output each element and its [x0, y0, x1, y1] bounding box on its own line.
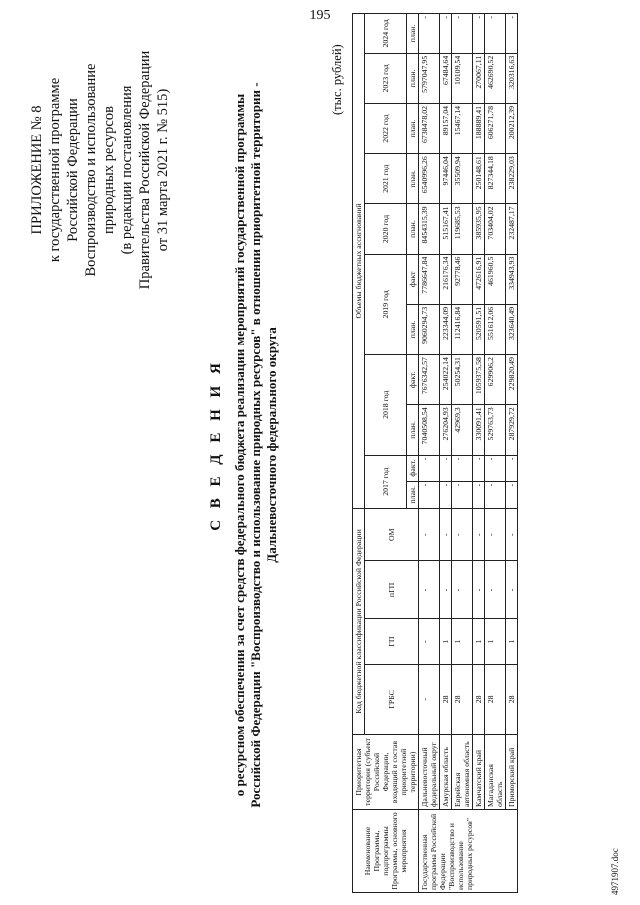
om-cell: -: [440, 508, 452, 561]
value-cell: 529763,73: [485, 405, 506, 455]
header-fact: факт: [407, 254, 419, 304]
grbs-cell: 28: [440, 664, 452, 734]
value-cell: 7786647,84: [419, 254, 440, 304]
value-cell: 461960,5: [485, 254, 506, 304]
appendix-line: природных ресурсов: [101, 106, 117, 234]
value-cell: 320316,63: [506, 53, 518, 103]
pgp-cell: -: [419, 561, 440, 619]
pgp-cell: -: [452, 561, 473, 619]
appendix-line: Воспроизводство и использование: [83, 63, 99, 277]
title-body: о ресурсном обеспечении за счет средств федерального бюджета реализации мероприятий государственной программы Российской Федерации "Воспроизводство и использование природных ресурсов" в отношении приоритетной территории - Дальневосточного федерального округа: [232, 82, 279, 808]
header-pgp: пГП: [365, 561, 419, 619]
pgp-cell: -: [506, 561, 518, 619]
header-plan: план.: [407, 204, 419, 254]
gp-cell: 1: [485, 619, 506, 664]
value-cell: 462690,52: [485, 53, 506, 103]
value-cell: 334943,93: [506, 254, 518, 304]
value-cell: 323640,49: [506, 304, 518, 354]
gp-cell: 1: [440, 619, 452, 664]
header-year-2023: 2023 год: [365, 53, 407, 103]
budget-table: [352, 13, 518, 893]
grbs-cell: 28: [485, 664, 506, 734]
value-cell: 1059375,58: [473, 355, 485, 405]
territory-cell: Амурская область: [440, 735, 452, 810]
table-row: [419, 14, 440, 893]
title-heading: С В Е Д Е Н И Я: [208, 359, 224, 531]
header-plan: план.: [407, 14, 419, 54]
value-cell: 515167,41: [440, 204, 452, 254]
file-code: 4971907.doc: [610, 848, 620, 895]
value-cell: 629906,2: [485, 355, 506, 405]
value-cell: 8454315,39: [419, 204, 440, 254]
header-om: ОМ: [365, 508, 419, 561]
appendix-line: Российской Федерации: [65, 98, 81, 242]
value-cell: 330091,41: [473, 405, 485, 455]
value-cell: -: [452, 455, 473, 481]
appendix-line: к государственной программе: [47, 77, 63, 263]
value-cell: 67484,64: [440, 53, 452, 103]
header-plan: план.: [407, 154, 419, 204]
header-year-2019: 2019 год: [365, 254, 407, 354]
gp-cell: 1: [452, 619, 473, 664]
value-cell: -: [473, 14, 485, 54]
om-cell: -: [452, 508, 473, 561]
pgp-cell: -: [473, 561, 485, 619]
value-cell: 270067,11: [473, 53, 485, 103]
pgp-cell: -: [440, 561, 452, 619]
header-plan: план.: [407, 405, 419, 455]
header-year-2024: 2024 год: [365, 14, 407, 54]
gp-cell: -: [419, 619, 440, 664]
value-cell: 238229,03: [506, 154, 518, 204]
header-plan: план.: [407, 481, 419, 508]
value-cell: 229820,49: [506, 355, 518, 405]
value-cell: -: [485, 455, 506, 481]
header-year-2018: 2018 год: [365, 355, 407, 455]
value-cell: 10109,54: [452, 53, 473, 103]
value-cell: -: [419, 14, 440, 54]
value-cell: 250148,61: [473, 154, 485, 204]
value-cell: -: [506, 455, 518, 481]
value-cell: 606271,78: [485, 103, 506, 153]
header-year-2022: 2022 год: [365, 103, 407, 153]
value-cell: -: [452, 481, 473, 508]
value-cell: 287929,72: [506, 405, 518, 455]
value-cell: 92778,46: [452, 254, 473, 304]
appendix-line: (в редакции постановления: [119, 85, 135, 255]
value-cell: 7040508,54: [419, 405, 440, 455]
value-cell: 6540996,26: [419, 154, 440, 204]
gp-cell: 1: [473, 619, 485, 664]
table-row: [440, 14, 452, 893]
value-cell: 188889,41: [473, 103, 485, 153]
value-cell: -: [452, 14, 473, 54]
value-cell: 42969,3: [452, 405, 473, 455]
value-cell: -: [440, 481, 452, 508]
value-cell: 112416,84: [452, 304, 473, 354]
value-cell: 520591,51: [473, 304, 485, 354]
territory-cell: Дальневосточный федеральный округ: [419, 735, 440, 810]
value-cell: -: [485, 481, 506, 508]
value-cell: 232487,17: [506, 204, 518, 254]
grbs-cell: -: [419, 664, 440, 734]
grbs-cell: 28: [452, 664, 473, 734]
table-row: [485, 14, 506, 893]
value-cell: 97446,04: [440, 154, 452, 204]
om-cell: -: [419, 508, 440, 561]
appendix-line: ПРИЛОЖЕНИЕ № 8: [29, 105, 45, 235]
header-fact: факт.: [407, 355, 419, 405]
value-cell: 50254,31: [452, 355, 473, 405]
grbs-cell: 28: [506, 664, 518, 734]
territory-cell: Камчатский край: [473, 735, 485, 810]
header-code: Код бюджетной классификации Российской Федерации: [353, 508, 365, 734]
value-cell: -: [473, 481, 485, 508]
appendix-block: [28, 35, 172, 305]
grbs-cell: 28: [473, 664, 485, 734]
header-plan: план.: [407, 304, 419, 354]
value-cell: 7676342,57: [419, 355, 440, 405]
value-cell: 703404,02: [485, 204, 506, 254]
table-row: [506, 14, 518, 893]
territory-cell: Приморский край: [506, 735, 518, 810]
value-cell: 827344,18: [485, 154, 506, 204]
header-territory: Приоритетная территория (субъект Российской Федерации, входящий в состав приоритетной территории): [353, 735, 419, 810]
table-row: [452, 14, 473, 893]
table-row: [473, 14, 485, 893]
document-title: [208, 75, 280, 815]
value-cell: -: [473, 455, 485, 481]
pgp-cell: -: [485, 561, 506, 619]
header-year-2020: 2020 год: [365, 204, 407, 254]
value-cell: -: [440, 14, 452, 54]
value-cell: -: [419, 455, 440, 481]
value-cell: 6738478,02: [419, 103, 440, 153]
header-year-2021: 2021 год: [365, 154, 407, 204]
value-cell: -: [506, 14, 518, 54]
om-cell: -: [485, 508, 506, 561]
header-grbs: ГРБС: [365, 664, 419, 734]
value-cell: 385935,95: [473, 204, 485, 254]
value-cell: 276204,93: [440, 405, 452, 455]
units-label: (тыс. рублей): [330, 44, 344, 115]
value-cell: 472616,91: [473, 254, 485, 304]
value-cell: 89157,04: [440, 103, 452, 153]
om-cell: -: [506, 508, 518, 561]
header-gp: ГП: [365, 619, 419, 664]
territory-cell: Магаданская область: [485, 735, 506, 810]
header-plan: план.: [407, 53, 419, 103]
header-fact: факт.: [407, 455, 419, 481]
value-cell: 200212,39: [506, 103, 518, 153]
value-cell: 551612,06: [485, 304, 506, 354]
header-name: Наименование Программы, подпрограммы Программы, основного мероприятия: [353, 810, 419, 893]
territory-cell: Еврейская автономная область: [452, 735, 473, 810]
header-year-2017: 2017 год: [365, 455, 407, 508]
value-cell: -: [506, 481, 518, 508]
page-number: 195: [309, 8, 331, 23]
value-cell: 5797047,95: [419, 53, 440, 103]
header-plan: план.: [407, 103, 419, 153]
value-cell: 223344,09: [440, 304, 452, 354]
header-volumes: Объемы бюджетных ассигнований: [353, 14, 365, 509]
value-cell: 35509,94: [452, 154, 473, 204]
value-cell: -: [419, 481, 440, 508]
program-name-cell: Государственная программа Российской Федерации "Воспроизводство и использование природных ресурсов": [419, 810, 518, 893]
om-cell: -: [473, 508, 485, 561]
value-cell: 9060294,73: [419, 304, 440, 354]
gp-cell: 1: [506, 619, 518, 664]
value-cell: -: [485, 14, 506, 54]
appendix-line: от 31 марта 2021 г. № 515): [155, 88, 171, 252]
value-cell: 254022,14: [440, 355, 452, 405]
appendix-line: Правительства Российской Федерации: [137, 50, 153, 290]
value-cell: 119685,53: [452, 204, 473, 254]
value-cell: 216176,34: [440, 254, 452, 304]
value-cell: 15467,14: [452, 103, 473, 153]
value-cell: -: [440, 455, 452, 481]
